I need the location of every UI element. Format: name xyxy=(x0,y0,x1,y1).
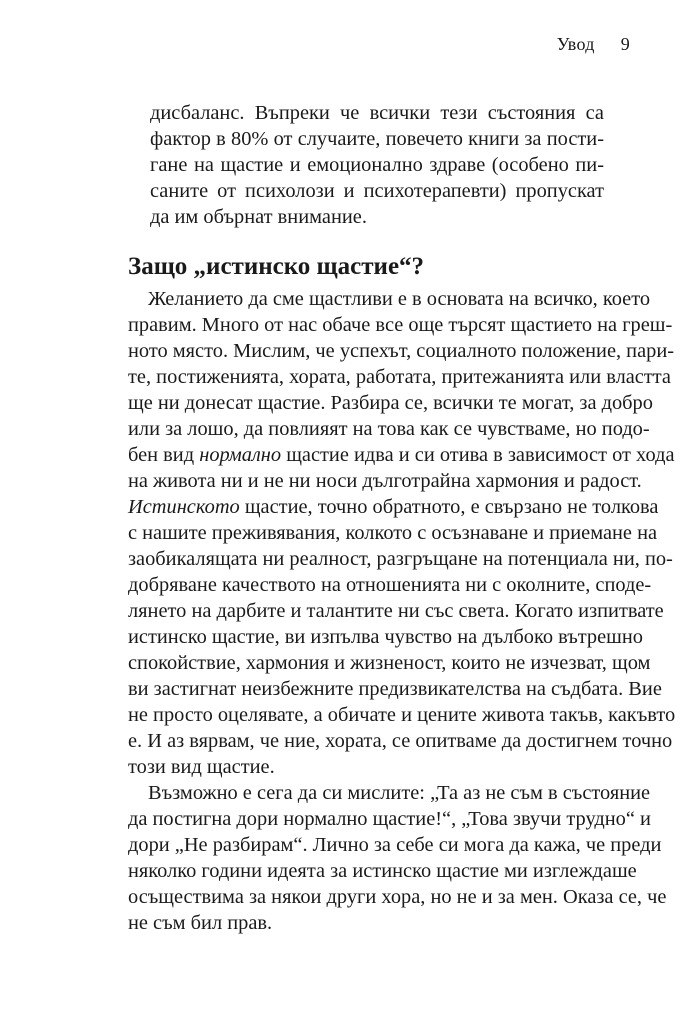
body-line: е. И аз вярвам, че ние, хората, се опитваме да достигнем точно xyxy=(128,730,673,752)
body-line: те, постиженията, хората, работата, притежанията или властта xyxy=(128,366,671,388)
body-line-mixed xyxy=(128,494,659,520)
body-line: ното място. Мислим, че успехът, социалното положение, пари- xyxy=(128,340,675,362)
body-line: дори „Не разбирам“. Лично за себе си мога да кажа, че преди xyxy=(128,834,662,856)
text-run: бен вид xyxy=(128,444,195,466)
chapter-title: Увод xyxy=(556,34,595,54)
text-run: щастие идва и си отива в зависимост от хода xyxy=(286,444,675,466)
body-line: Желанието да сме щастливи е в основата на всичко, което xyxy=(148,288,651,310)
body-line: не съм бил прав. xyxy=(128,912,273,934)
body-line: да постигна дори нормално щастие!“, „Това звучи трудно“ и xyxy=(128,808,651,830)
running-header xyxy=(557,34,630,55)
body-line: спокойствие, хармония и жизненост, които не изчезват, щом xyxy=(128,652,651,674)
body-line: ви застигнат неизбежните предизвикателства на съдбата. Вие xyxy=(128,678,662,700)
emphasis-text: нормално xyxy=(199,444,282,466)
quote-line: гане на щастие и емоционално здраве (особено пи- xyxy=(150,154,604,176)
body-line: на живота ни и не ни носи дълготрайна хармония и радост. xyxy=(128,470,642,492)
body-line: ще ни донесат щастие. Разбира се, всички те могат, за добро xyxy=(128,392,653,414)
quote-line: дисбаланс. Въпреки че всички тези състояния са xyxy=(150,102,604,124)
page-number: 9 xyxy=(620,34,630,54)
body-line: правим. Много от нас обаче все още търсят щастието на греш- xyxy=(128,314,673,336)
section-heading: Защо „истинско щастие“? xyxy=(128,253,425,280)
text-run: щастие, точно обратното, е свързано не толкова xyxy=(244,496,659,518)
body-line: с нашите преживявания, колкото с осъзнаване и приемане на xyxy=(128,522,658,544)
emphasis-text: Истинското xyxy=(128,496,240,518)
body-line: лянето на дарбите и талантите ни със света. Когато изпитвате xyxy=(128,600,664,622)
body-line: заобикалящата ни реалност, разгръщане на потенциала ни, по- xyxy=(128,548,673,570)
body-line: осъществима за някои други хора, но не и за мен. Оказа се, че xyxy=(128,886,667,908)
body-line-mixed xyxy=(128,442,675,468)
quote-line: фактор в 80% от случаите, повечето книги за пости- xyxy=(150,128,604,150)
body-line: или за лошо, да повлияят на това как се чувстваме, но подо- xyxy=(128,418,650,440)
body-line: този вид щастие. xyxy=(128,756,275,778)
body-line: истинско щастие, ви изпълва чувство на дълбоко вътрешно xyxy=(128,626,643,648)
quote-line: саните от психолози и психотерапевти) пропускат xyxy=(150,180,604,202)
body-line: Възможно е сега да си мислите: „Та аз не съм в състояние xyxy=(148,782,651,804)
body-line: добряване качеството на отношенията ни с околните, споде- xyxy=(128,574,652,596)
body-line: няколко години идеята за истинско щастие ми изглеждаше xyxy=(128,860,637,882)
quote-line: да им обърнат внимание. xyxy=(150,206,367,228)
body-line: не просто оцелявате, а обичате и цените живота такъв, какъвто xyxy=(128,704,676,726)
